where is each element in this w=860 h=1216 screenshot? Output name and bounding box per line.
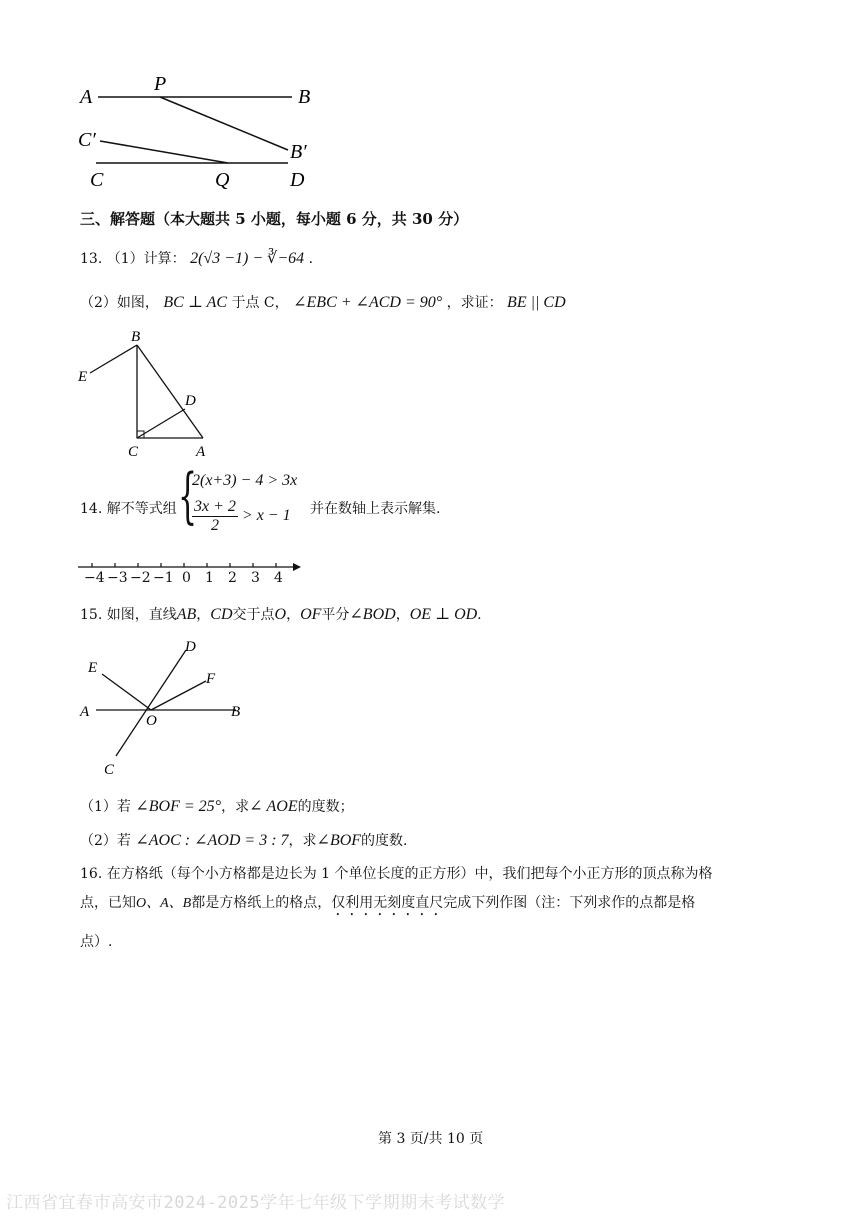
q16-line1-text: 在方格纸（每个小方格都是边长为 1 个单位长度的正方形）中，我们把每个小正方形的顶点称为格 bbox=[106, 866, 713, 882]
watermark: 江西省宜春市高安市2024-2025学年七年级下学期期末考试数学 bbox=[6, 1193, 506, 1213]
q15-o: O bbox=[274, 606, 287, 623]
q13-part1-end: . bbox=[308, 251, 314, 267]
q15-text: 如图，直线 bbox=[106, 607, 177, 623]
q14-frac-num: 3x + 2 bbox=[194, 498, 236, 515]
q13-mid: 于点 C， bbox=[231, 295, 289, 311]
q15-sub1-cond: ∠BOF = 25° bbox=[135, 798, 222, 815]
q15-sub2-mid: ，求 bbox=[288, 833, 317, 849]
q13-part2 bbox=[80, 292, 566, 312]
q13-part1-prefix: （1）计算： bbox=[106, 251, 186, 267]
tick-label: 2 bbox=[228, 570, 237, 586]
q14-line1: 2(x+3) − 4 > 3x bbox=[192, 472, 298, 489]
tick-label: −1 bbox=[153, 570, 174, 586]
label-O: O bbox=[146, 713, 157, 729]
q13-part1-expr: 2(√3 −1) − ∛−64 bbox=[190, 250, 305, 267]
q13-cond1: BC ⊥ AC bbox=[163, 294, 228, 311]
figure-q13-triangle bbox=[72, 325, 222, 465]
q14-frac-den: 2 bbox=[210, 517, 219, 534]
tick-label: 0 bbox=[182, 570, 191, 586]
label-A: A bbox=[80, 86, 93, 108]
label-B-prime: B′ bbox=[290, 141, 307, 163]
q14-brace: { bbox=[178, 461, 198, 531]
label-D: D bbox=[290, 169, 305, 191]
q15-number: 15. bbox=[80, 607, 103, 623]
q14-number-prefix bbox=[80, 498, 177, 518]
tick-label: 3 bbox=[251, 570, 260, 586]
q15-statement bbox=[80, 604, 482, 624]
q16-emphasis: 仅利用无刻度直尺 bbox=[331, 895, 444, 911]
page-number: 第 3 页/共 10 页 bbox=[378, 1131, 484, 1147]
label-C: C bbox=[128, 444, 139, 460]
q15-ab: AB bbox=[176, 606, 197, 623]
label-Q: Q bbox=[215, 169, 230, 191]
q14-number: 14. bbox=[80, 501, 103, 517]
figure-parallel-lines bbox=[70, 70, 330, 195]
label-C-prime: C′ bbox=[78, 129, 96, 151]
q16-line2 bbox=[80, 892, 695, 919]
label-A: A bbox=[80, 704, 90, 720]
tick-label: 4 bbox=[274, 570, 283, 586]
label-E: E bbox=[88, 660, 98, 676]
q14-fraction bbox=[192, 498, 238, 535]
q15-text: . bbox=[477, 607, 482, 623]
q15-oe: OE ⊥ OD bbox=[409, 606, 478, 623]
q15-sub1-prefix: （1）若 bbox=[80, 799, 131, 815]
tick-label: −4 bbox=[84, 570, 105, 586]
label-C: C bbox=[104, 762, 115, 778]
q15-sub1-target: ∠ AOE bbox=[249, 798, 298, 815]
q15-text: ， bbox=[286, 607, 301, 623]
label-E: E bbox=[78, 369, 88, 385]
q13-mid2: ，求证： bbox=[446, 295, 503, 311]
q15-bod: ∠BOD bbox=[349, 606, 396, 623]
q15-text: ， bbox=[395, 607, 410, 623]
label-D: D bbox=[185, 393, 196, 409]
q15-text: 平分 bbox=[321, 607, 350, 623]
label-D: D bbox=[185, 639, 196, 655]
tick-label: −2 bbox=[130, 570, 151, 586]
q16-text: 完成下列作图（注：下列求作的点都是格 bbox=[443, 895, 696, 911]
q15-text: 交于点 bbox=[232, 607, 275, 623]
q13-part2-prefix: （2）如图， bbox=[80, 295, 159, 311]
label-C: C bbox=[90, 169, 104, 191]
q15-text: ， bbox=[196, 607, 211, 623]
q14-suffix: 并在数轴上表示解集. bbox=[310, 501, 441, 517]
q13-number: 13. bbox=[80, 251, 103, 267]
label-B: B bbox=[231, 704, 241, 720]
q15-of: OF bbox=[300, 606, 322, 623]
label-F: F bbox=[206, 671, 216, 687]
q15-sub2-end: 的度数. bbox=[361, 833, 408, 849]
section-heading: 三、解答题（本大题共 5 小题，每小题 6 分，共 30 分） bbox=[80, 210, 469, 228]
q15-sub2 bbox=[80, 830, 408, 850]
label-B: B bbox=[298, 86, 311, 108]
q13-part1 bbox=[80, 248, 313, 268]
q15-sub2-cond: ∠AOC : ∠AOD = 3 : 7 bbox=[135, 832, 289, 849]
q14-prefix: 解不等式组 bbox=[106, 501, 177, 517]
q15-sub1-mid: ，求 bbox=[221, 799, 250, 815]
tick-label: −3 bbox=[107, 570, 128, 586]
tick-label: 1 bbox=[205, 570, 214, 586]
q16-number: 16. bbox=[80, 866, 103, 882]
q14-line2-rest: > x − 1 bbox=[241, 507, 291, 525]
q15-cd: CD bbox=[210, 606, 233, 623]
figure-q15-angles bbox=[76, 636, 256, 781]
q15-sub1 bbox=[80, 796, 354, 816]
q16-line1 bbox=[80, 863, 713, 883]
q16-text: 都是方格纸上的格点， bbox=[191, 895, 332, 911]
number-line-labels bbox=[78, 570, 303, 588]
q15-sub2-prefix: （2）若 bbox=[80, 833, 131, 849]
label-A: A bbox=[196, 444, 206, 460]
label-B: B bbox=[131, 329, 141, 345]
q16-points: O、A、B bbox=[136, 896, 192, 911]
q14-line2 bbox=[192, 498, 291, 535]
q15-sub1-end: 的度数； bbox=[297, 799, 354, 815]
q13-goal: BE || CD bbox=[507, 294, 566, 311]
q15-sub2-target: ∠BOF bbox=[316, 832, 362, 849]
q13-cond2: ∠EBC + ∠ACD = 90° bbox=[293, 294, 443, 311]
q16-line3: 点）. bbox=[80, 934, 113, 950]
label-P: P bbox=[154, 73, 167, 95]
q16-text: 点，已知 bbox=[80, 895, 136, 911]
